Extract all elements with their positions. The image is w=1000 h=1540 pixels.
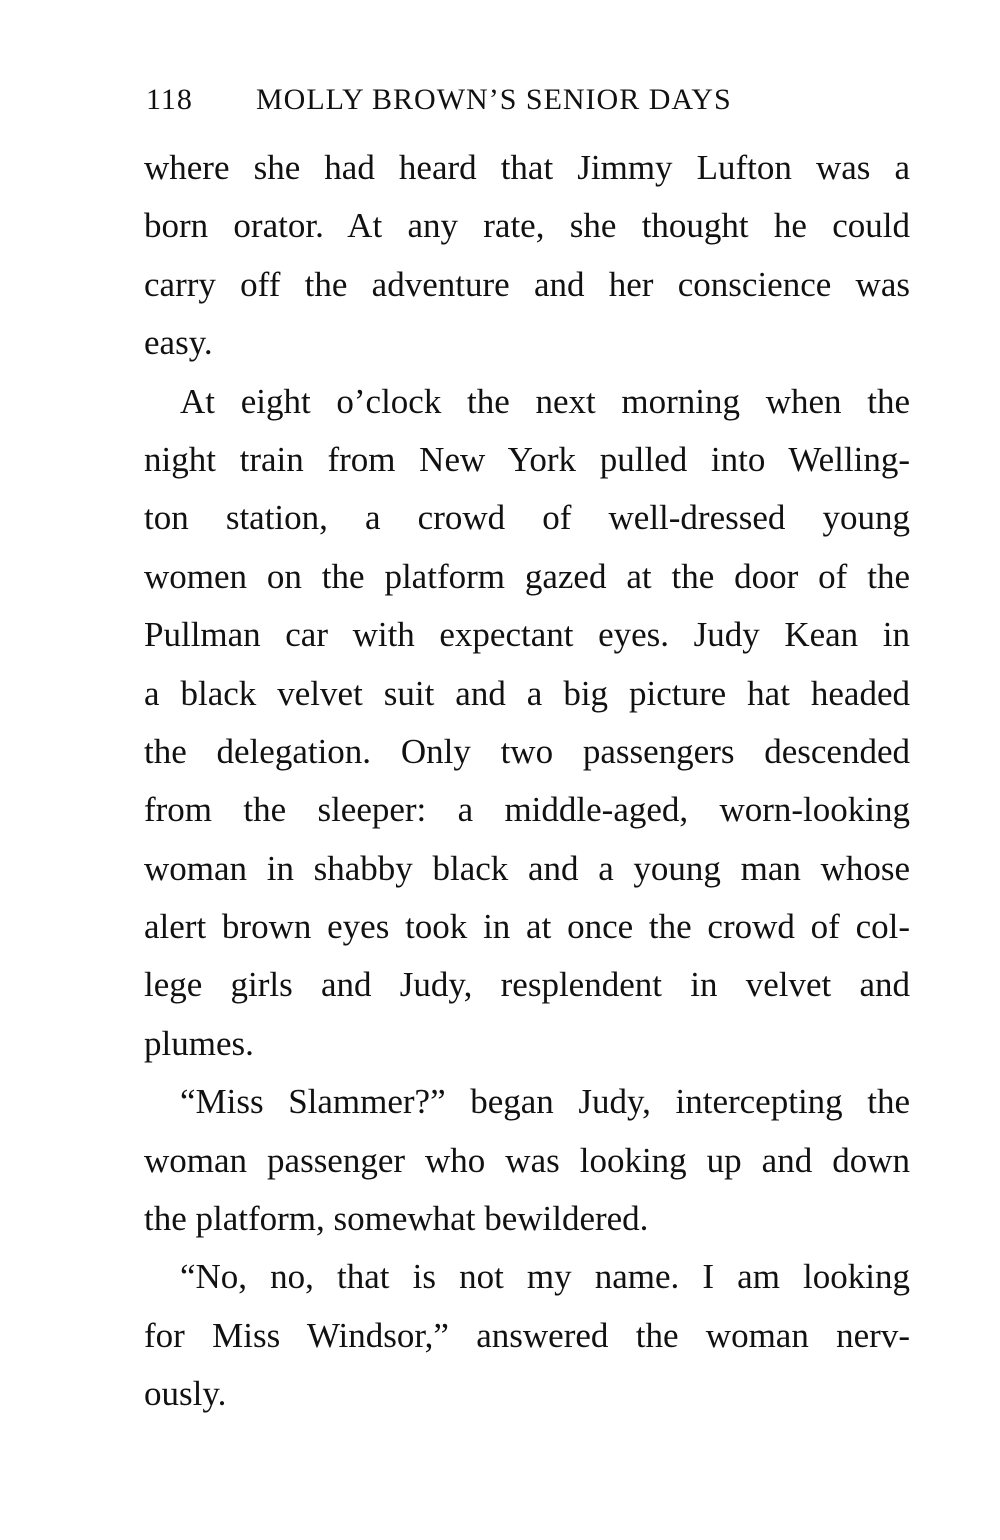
text-line: from the sleeper: a middle-aged, worn-looking	[144, 790, 910, 830]
text-line: lege girls and Judy, resplendent in velvet and	[144, 965, 910, 1005]
text-line: ously.	[144, 1374, 227, 1414]
text-line: night train from New York pulled into Welling-	[144, 439, 910, 479]
text-line: the delegation. Only two passengers descended	[144, 731, 910, 771]
text-line: woman in shabby black and a young man whose	[144, 848, 910, 888]
text-line: woman passenger who was looking up and down	[144, 1140, 910, 1180]
text-line: “No, no, that is not my name. I am looking	[180, 1257, 910, 1297]
running-head	[146, 76, 910, 124]
text-line: easy.	[144, 323, 213, 363]
text-line: “Miss Slammer?” began Judy, intercepting the	[180, 1082, 910, 1122]
paragraph-3	[144, 1073, 910, 1248]
text-line: ton station, a crowd of well-dressed young	[144, 498, 910, 538]
text-line: born orator. At any rate, she thought he could	[144, 206, 910, 246]
text-line: alert brown eyes took in at once the crowd of col-	[144, 907, 910, 947]
page-number: 118	[146, 83, 193, 116]
text-line: plumes.	[144, 1023, 254, 1063]
text-line: where she had heard that Jimmy Lufton was a	[144, 148, 910, 187]
text-line: At eight o’clock the next morning when the	[180, 381, 910, 421]
text-line: for Miss Windsor,” answered the woman nerv-	[144, 1315, 910, 1355]
paragraph-4	[144, 1248, 910, 1423]
text-line: the platform, somewhat bewildered.	[144, 1199, 649, 1239]
book-title: MOLLY BROWN’S SENIOR DAYS	[256, 83, 732, 116]
text-line: Pullman car with expectant eyes. Judy Kean in	[144, 615, 910, 655]
text-line: carry off the adventure and her conscience was	[144, 264, 910, 304]
body-text	[144, 139, 910, 1424]
text-line: women on the platform gazed at the door of the	[144, 556, 910, 596]
text-line: a black velvet suit and a big picture hat headed	[144, 673, 910, 713]
paragraph-1	[144, 139, 910, 373]
paragraph-2	[144, 373, 910, 1074]
